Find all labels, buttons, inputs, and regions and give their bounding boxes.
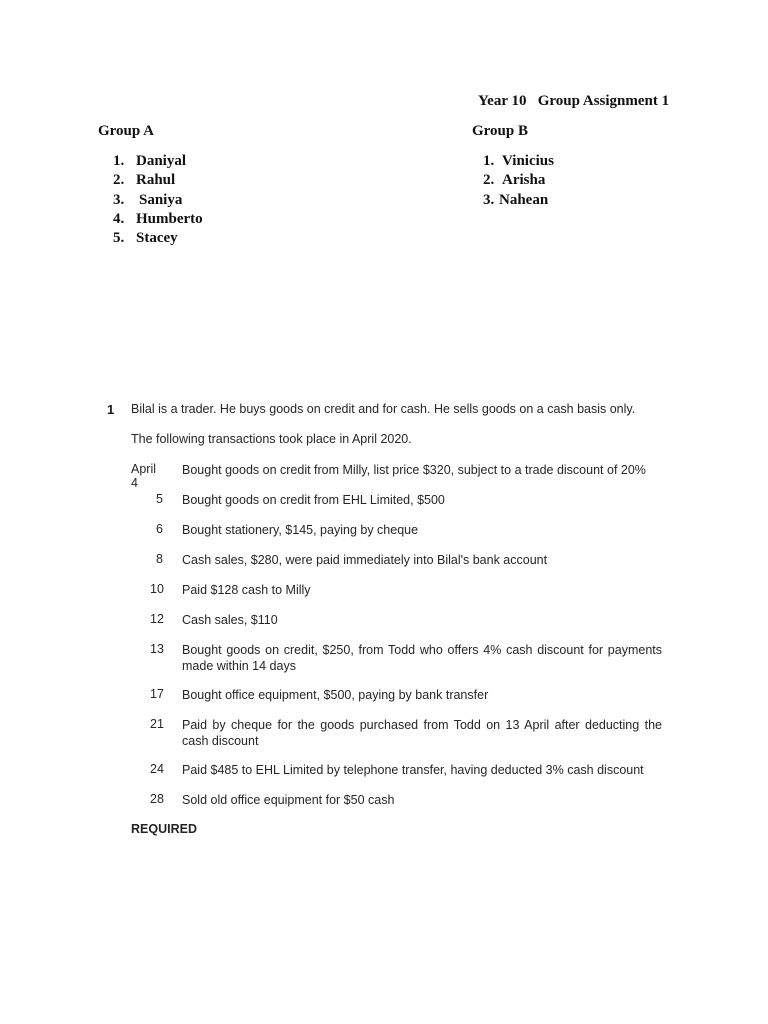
- transaction-text: Bought goods on credit, $250, from Todd who offers 4% cash discount for payments made within 14 days: [182, 643, 662, 673]
- transaction-day: 6: [156, 522, 163, 536]
- required-label: REQUIRED: [131, 822, 197, 836]
- member-name: Saniya: [139, 192, 183, 208]
- group-a-heading: Group A: [98, 123, 154, 139]
- transaction-text: Sold old office equipment for $50 cash: [182, 793, 395, 807]
- member-name: Stacey: [136, 230, 178, 246]
- transaction-day: 10: [150, 582, 164, 596]
- group-b-heading: Group B: [472, 123, 528, 139]
- transaction-day: 24: [150, 762, 164, 776]
- question-intro: Bilal is a trader. He buys goods on credit and for cash. He sells goods on a cash basis only.: [131, 402, 636, 416]
- transaction-text: Bought stationery, $145, paying by cheque: [182, 523, 419, 537]
- member-number: 3.: [113, 192, 125, 208]
- assignment-title: Year 10 Group Assignment 1: [478, 93, 670, 109]
- member-name: Rahul: [136, 172, 176, 188]
- transaction-day: April 4: [131, 462, 157, 490]
- member-number: 3.: [483, 192, 495, 208]
- member-name: Daniyal: [136, 153, 187, 169]
- transaction-text: Paid by cheque for the goods purchased from Todd on 13 April after deducting the cash discount: [182, 718, 662, 748]
- transaction-day: 8: [156, 552, 163, 566]
- group-b-member: [483, 172, 546, 189]
- group-a-member: [113, 153, 187, 170]
- member-name: Nahean: [499, 192, 549, 208]
- member-number: 1.: [113, 153, 125, 169]
- question-number: 1: [107, 402, 115, 417]
- member-number: 1.: [483, 153, 495, 169]
- member-number: 5.: [113, 230, 125, 246]
- transaction-text: Paid $485 to EHL Limited by telephone transfer, having deducted 3% cash discount: [182, 763, 644, 777]
- member-name: Vinicius: [502, 153, 554, 169]
- transaction-text: Cash sales, $110: [182, 613, 278, 627]
- transaction-day: 12: [150, 612, 164, 626]
- group-b-member: [483, 192, 549, 209]
- member-number: 2.: [483, 172, 495, 188]
- group-b-member: [483, 153, 554, 170]
- transaction-text: Bought goods on credit from Milly, list price $320, subject to a trade discount of 20%: [182, 463, 646, 477]
- transaction-text: Cash sales, $280, were paid immediately into Bilal's bank account: [182, 553, 548, 567]
- transaction-day: 17: [150, 687, 164, 701]
- member-number: 2.: [113, 172, 125, 188]
- transaction-text: Paid $128 cash to Milly: [182, 583, 311, 597]
- member-name: Humberto: [136, 211, 203, 227]
- group-a-member: [113, 211, 203, 228]
- group-a-member: [113, 172, 176, 189]
- transaction-day: 21: [150, 717, 164, 731]
- transaction-text: Bought office equipment, $500, paying by bank transfer: [182, 688, 489, 702]
- question-period: The following transactions took place in April 2020.: [131, 432, 412, 446]
- group-a-member: [113, 192, 183, 209]
- member-name: Arisha: [502, 172, 546, 188]
- transaction-day: 13: [150, 642, 164, 656]
- member-number: 4.: [113, 211, 125, 227]
- transaction-text: Bought goods on credit from EHL Limited, $500: [182, 493, 445, 507]
- transaction-day: 5: [156, 492, 163, 506]
- group-a-member: [113, 230, 178, 247]
- transaction-day: 28: [150, 792, 164, 806]
